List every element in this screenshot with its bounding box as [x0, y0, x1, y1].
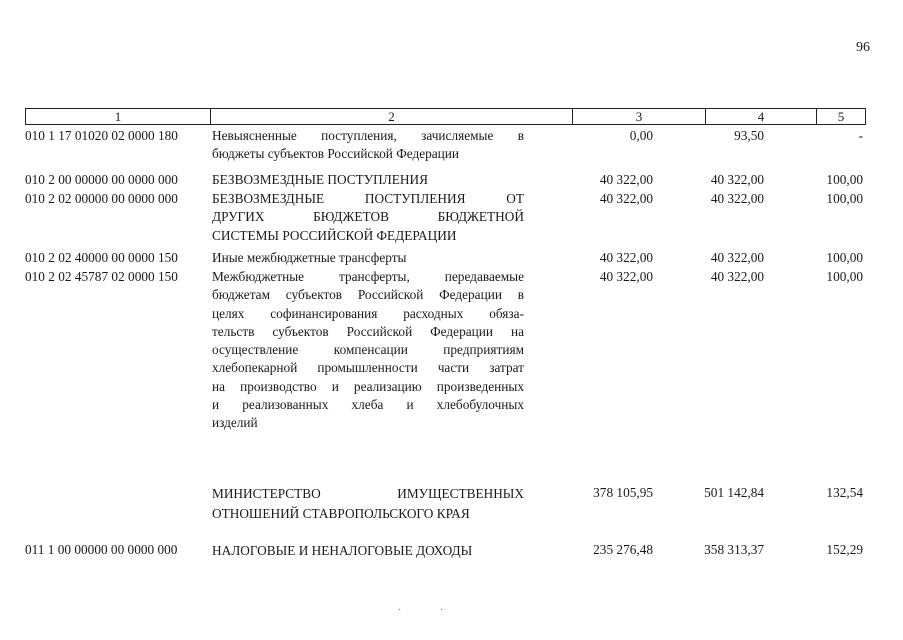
- row-value-col3: 235 276,48: [593, 542, 653, 557]
- row-name-line: ДРУГИХ БЮДЖЕТОВ БЮДЖЕТНОЙ: [212, 209, 524, 225]
- row-name-line: НАЛОГОВЫЕ И НЕНАЛОГОВЫЕ ДОХОДЫ: [212, 543, 473, 558]
- table-row: [25, 171, 866, 189]
- row-value-col5: 100,00: [826, 172, 863, 187]
- row-value-col5: 152,29: [826, 542, 863, 557]
- column-header-5: 5: [837, 109, 845, 124]
- row-value-col4: 501 142,84: [704, 485, 764, 500]
- table-row: [25, 484, 866, 523]
- column-header-2: 2: [211, 109, 573, 124]
- row-name: [212, 171, 524, 189]
- column-header-1: 1: [26, 109, 211, 124]
- row-name: [212, 249, 524, 267]
- row-value-col3: 40 322,00: [599, 191, 653, 206]
- row-name: [212, 268, 524, 433]
- row-name: [212, 127, 524, 164]
- row-name-line: ОТНОШЕНИЙ СТАВРОПОЛЬСКОГО КРАЯ: [212, 505, 470, 521]
- row-code: [25, 484, 210, 523]
- row-value-col4: 40 322,00: [710, 172, 764, 187]
- row-code: 010 2 02 40000 00 0000 150: [25, 250, 178, 265]
- row-code: 011 1 00 00000 00 0000 000: [25, 542, 178, 557]
- row-name-line: на производство и реализацию произведенных: [212, 378, 524, 394]
- row-value-col5: 100,00: [826, 250, 863, 265]
- table-header: [25, 108, 866, 125]
- column-header-3: 3: [573, 109, 706, 124]
- row-name-line: изделий: [212, 415, 258, 431]
- row-code: 010 1 17 01020 02 0000 180: [25, 128, 178, 143]
- column-header-4: 4: [706, 109, 817, 124]
- row-name-line: тельств субъектов Российской Федерации на: [212, 323, 524, 339]
- row-name-line: бюджеты субъектов Российской Федерации: [212, 146, 460, 162]
- row-value-col3: 378 105,95: [593, 485, 653, 500]
- row-code: 010 2 02 45787 02 0000 150: [25, 269, 178, 284]
- row-name: [212, 541, 524, 561]
- row-value-col5: -: [858, 128, 863, 143]
- row-value-col4: 40 322,00: [710, 191, 764, 206]
- scan-artifact: · ·: [398, 605, 462, 616]
- row-value-col4: 93,50: [734, 128, 764, 143]
- row-value-col4: 358 313,37: [704, 542, 764, 557]
- row-name-line: МИНИСТЕРСТВО ИМУЩЕСТВЕННЫХ: [212, 486, 524, 501]
- row-code: 010 2 02 00000 00 0000 000: [25, 191, 178, 206]
- table-row: [25, 190, 866, 245]
- row-name-line: и реализованных хлеба и хлебобулочных: [212, 397, 524, 413]
- row-value-col4: 40 322,00: [710, 250, 764, 265]
- row-name-line: Невыясненные поступления, зачисляемые в: [212, 128, 524, 143]
- row-name-line: хлебопекарной промышленности части затрат: [212, 360, 524, 376]
- row-value-col5: 100,00: [826, 269, 863, 284]
- row-value-col4: 40 322,00: [710, 269, 764, 284]
- row-value-col3: 40 322,00: [599, 269, 653, 284]
- row-name-line: СИСТЕМЫ РОССИЙСКОЙ ФЕДЕРАЦИИ: [212, 227, 457, 243]
- row-name: [212, 190, 524, 245]
- row-value-col5: 100,00: [826, 191, 863, 206]
- row-name-line: Межбюджетные трансферты, передаваемые: [212, 269, 524, 284]
- table-row: [25, 249, 866, 267]
- row-name-line: Иные межбюджетные трансферты: [212, 250, 407, 265]
- row-value-col5: 132,54: [826, 485, 863, 500]
- row-name: [212, 484, 524, 523]
- row-name-line: целях софинансирования расходных обяза-: [212, 305, 524, 321]
- row-value-col3: 0,00: [629, 128, 653, 143]
- page-number: 96: [856, 40, 870, 55]
- row-name-line: БЕЗВОЗМЕЗДНЫЕ ПОСТУПЛЕНИЯ ОТ: [212, 191, 524, 206]
- row-value-col3: 40 322,00: [599, 250, 653, 265]
- row-value-col3: 40 322,00: [599, 172, 653, 187]
- row-name-line: БЕЗВОЗМЕЗДНЫЕ ПОСТУПЛЕНИЯ: [212, 172, 428, 187]
- table-row: [25, 268, 866, 433]
- row-name-line: бюджетам субъектов Российской Федерации в: [212, 287, 524, 303]
- row-code: 010 2 00 00000 00 0000 000: [25, 172, 178, 187]
- table-row: [25, 127, 866, 164]
- table-row: [25, 541, 866, 561]
- row-name-line: осуществление компенсации предприятиям: [212, 342, 524, 358]
